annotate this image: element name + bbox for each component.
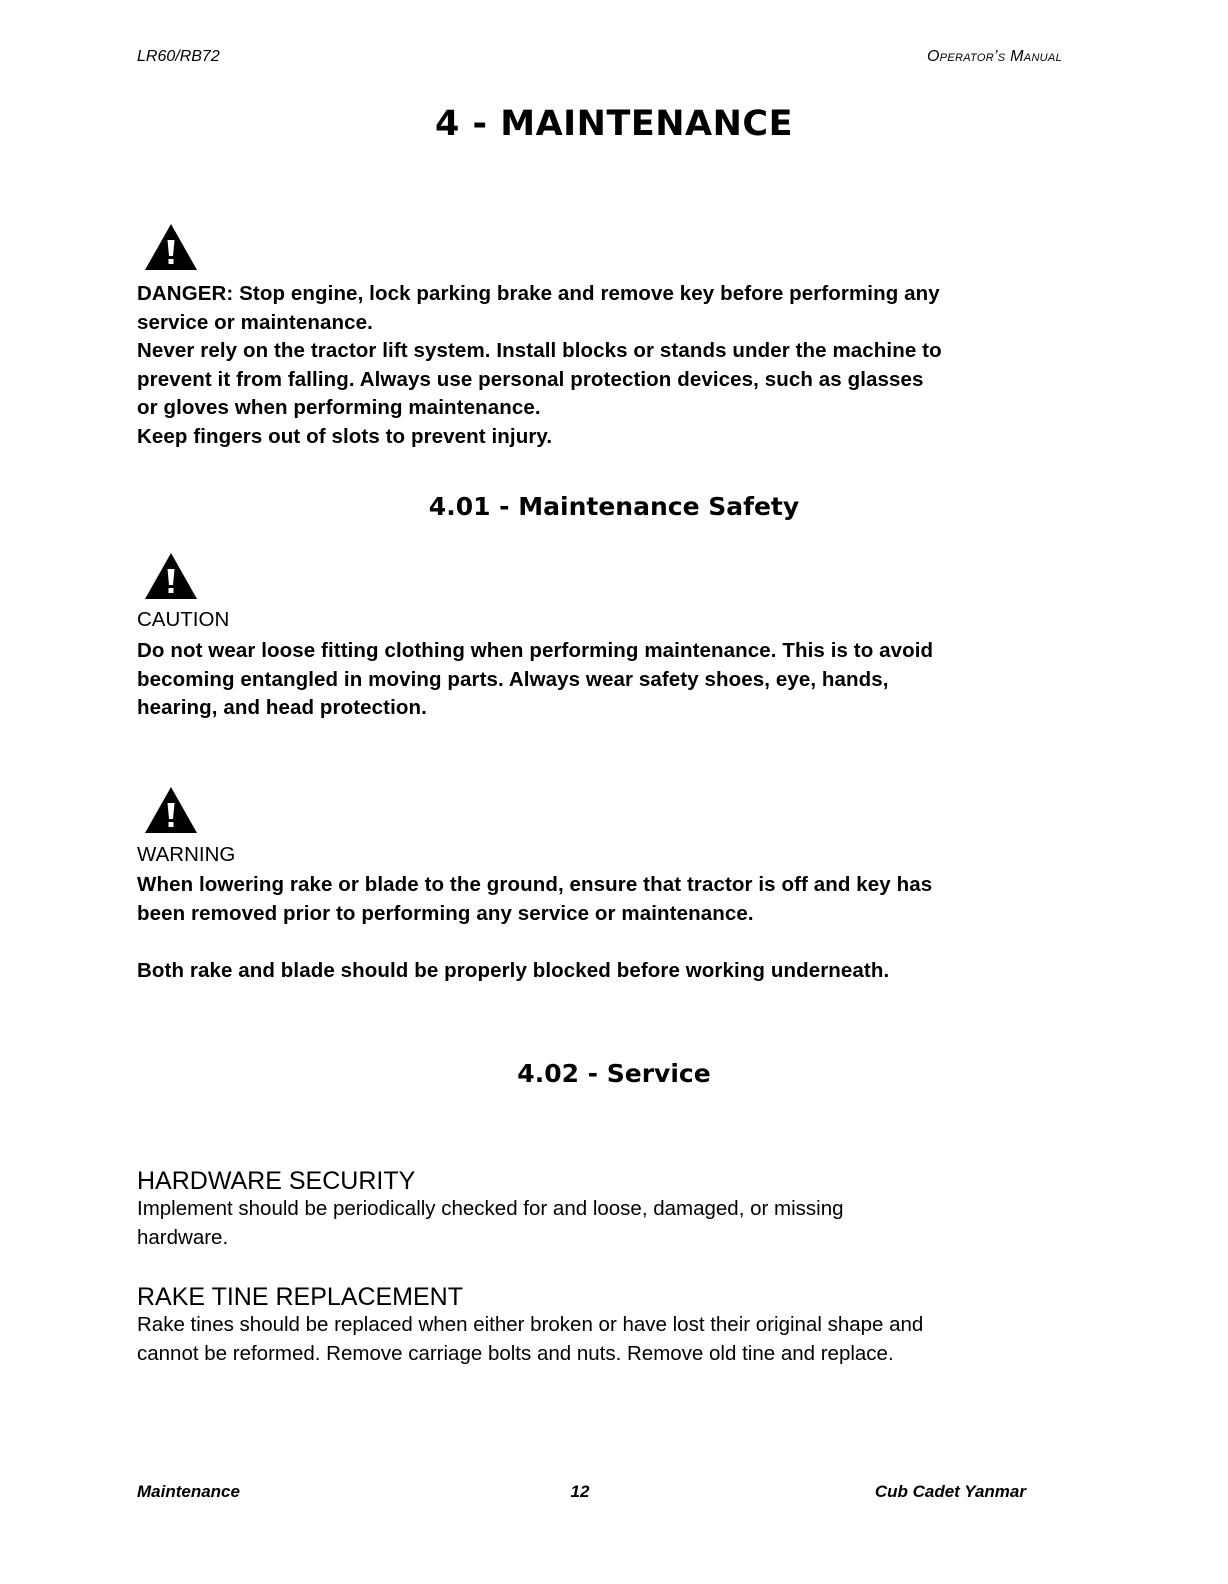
warning-note: Both rake and blade should be properly blocked before working underneath. (137, 959, 890, 982)
caution-triangle-icon (143, 551, 199, 601)
rake-line: Rake tines should be replaced when either broken or have lost their original shape and (137, 1313, 924, 1336)
header-manual-title: Operator’s Manual (926, 48, 1062, 65)
hardware-security-text (137, 1194, 1067, 1252)
danger-line: or gloves when performing maintenance. (137, 396, 541, 419)
section-heading-service: 4.02 - Service (517, 1059, 711, 1088)
danger-line: prevent it from falling. Always use personal protection devices, such as glasses (137, 367, 924, 391)
danger-line: Keep fingers out of slots to prevent injury. (137, 424, 553, 448)
warning-triangle-icon (143, 785, 199, 835)
caution-line: hearing, and head protection. (137, 696, 427, 719)
warning-line: When lowering rake or blade to the ground, ensure that tractor is off and key has (137, 873, 933, 896)
danger-line: Never rely on the tractor lift system. Install blocks or stands under the machine to (137, 339, 942, 362)
caution-line: becoming entangled in moving parts. Always wear safety shoes, eye, hands, (137, 667, 889, 691)
rake-line: cannot be reformed. Remove carriage bolts and nuts. Remove old tine and replace. (137, 1342, 894, 1365)
danger-line: service or maintenance. (137, 310, 373, 334)
warning-label: WARNING (137, 843, 236, 866)
danger-text (137, 280, 1067, 451)
footer-section-name: Maintenance (137, 1482, 240, 1501)
rake-tine-text (137, 1310, 1067, 1368)
warning-text (137, 871, 1067, 928)
footer-brand: Cub Cadet Yanmar (874, 1482, 1026, 1501)
danger-line: DANGER: Stop engine, lock parking brake and remove key before performing any (137, 282, 940, 305)
hardware-security-title: HARDWARE SECURITY (137, 1167, 416, 1195)
rake-tine-title: RAKE TINE REPLACEMENT (137, 1283, 464, 1311)
caution-line: Do not wear loose fitting clothing when performing maintenance. This is to avoid (137, 639, 934, 662)
section-heading-maintenance-safety: 4.01 - Maintenance Safety (428, 492, 800, 521)
page-number: 12 (570, 1482, 590, 1501)
hardware-line: hardware. (137, 1226, 229, 1249)
hardware-line: Implement should be periodically checked for and loose, damaged, or missing (137, 1197, 844, 1220)
caution-label: CAUTION (137, 608, 230, 631)
warning-line: been removed prior to performing any service or maintenance. (137, 901, 754, 925)
header-doc-code: LR60/RB72 (137, 48, 220, 65)
page-title: 4 - MAINTENANCE (434, 104, 794, 144)
caution-text (137, 637, 1067, 723)
warning-triangle-icon (143, 222, 199, 272)
